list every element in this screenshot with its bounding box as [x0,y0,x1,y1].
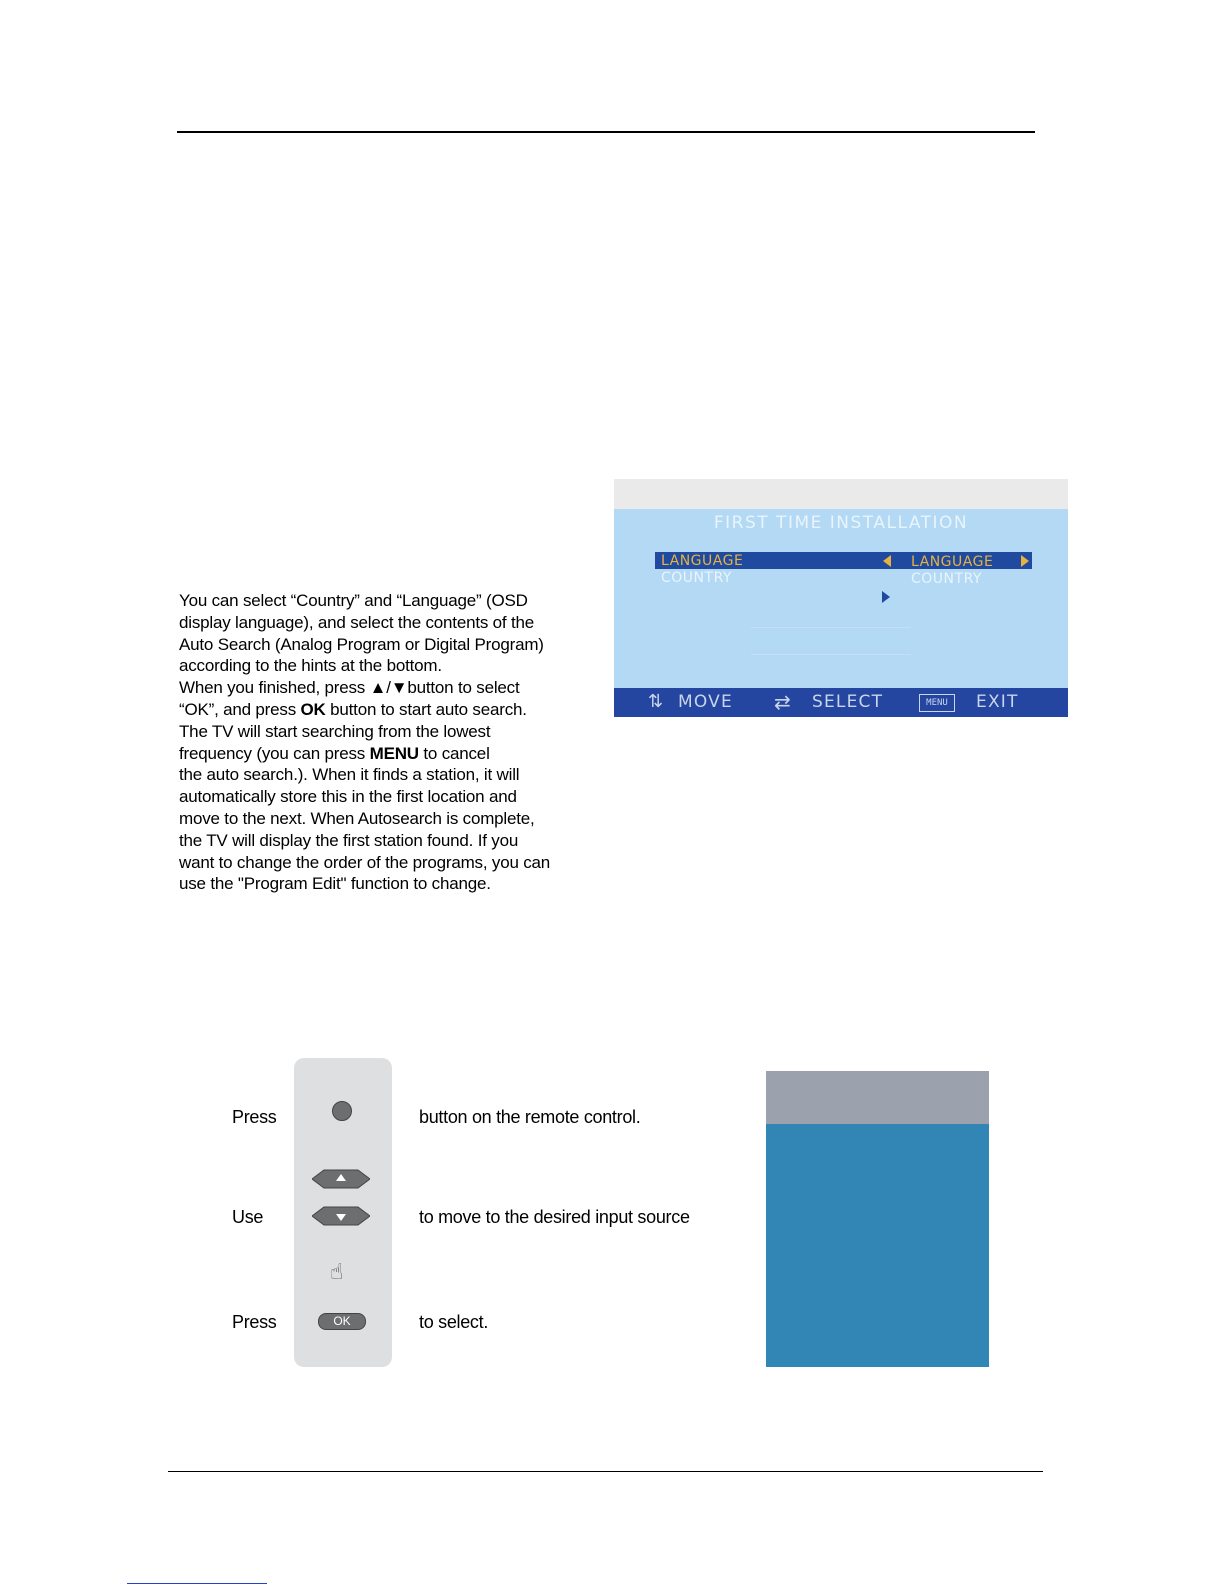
instr-line-6 [179,699,599,721]
hand-pointer-icon: ☝ [330,1260,344,1285]
ok-button[interactable]: OK [318,1313,366,1330]
instr-line-10: automatically store this in the first location and [179,787,517,807]
footer-link-underline[interactable] [127,1583,267,1584]
down-arrow-icon[interactable] [312,1206,370,1226]
instr-line-6b: button to start auto search. [325,699,527,719]
left-arrow-icon[interactable] [883,555,891,567]
country-value: COUNTRY [911,571,982,587]
osd-top-bar [614,479,1068,509]
language-value: LANGUAGE [911,554,994,570]
instr-line-11: move to the next. When Autosearch is complete, [179,808,535,828]
auto-search-placeholder [751,627,911,655]
ok-pointer-icon[interactable] [882,591,890,603]
move-arrows-icon: ⇅ [648,691,665,712]
header-rule [177,131,1035,133]
instr-menu-bold: MENU [369,743,419,763]
instr-line-2: display language), and select the contents of the [179,612,535,632]
exit-hint: EXIT [976,692,1019,712]
up-arrow-icon[interactable] [312,1169,370,1189]
instr-line-5: When you finished, press ▲/▼button to select [179,678,520,698]
instr-line-9: the auto search.). When it finds a station, it will [179,765,520,785]
instr-line-14: use the "Program Edit" function to change. [179,874,491,894]
step-3-description: to select. [419,1312,489,1332]
input-source-menu-header [766,1071,989,1124]
footer-rule [168,1471,1043,1472]
instr-line-8 [179,743,599,765]
first-time-installation-screen [614,479,1068,717]
step-2-description: to move to the desired input source [419,1207,690,1227]
input-source-menu-list[interactable] [766,1124,989,1367]
osd-title: FIRST TIME INSTALLATION [713,513,969,533]
move-hint: MOVE [678,692,733,712]
instr-line-12: the TV will display the first station found. If you [179,830,519,850]
instr-line-6a: “OK”, and press [179,699,301,719]
instructions-text [179,590,599,895]
source-button-icon[interactable] [332,1101,352,1121]
select-hint: SELECT [812,692,884,712]
step-3-verb: Press [232,1312,277,1332]
select-arrows-icon: ⇄ [774,690,792,714]
language-label: LANGUAGE [661,553,744,569]
step-1-description: button on the remote control. [419,1107,641,1127]
step-1-verb: Press [232,1107,277,1127]
step-2-verb: Use [232,1207,264,1227]
instr-line-7: The TV will start searching from the lowest [179,721,491,741]
menu-key-icon: MENU [919,694,955,712]
instr-line-1: You can select “Country” and “Language” (OSD [179,591,528,610]
instr-line-4: according to the hints at the bottom. [179,656,442,676]
instr-line-8a: frequency (you can press [179,743,370,763]
instr-line-13: want to change the order of the programs, you can [179,852,551,872]
instr-ok-bold: OK [300,699,326,719]
instr-line-8b: to cancel [418,743,490,763]
right-arrow-icon[interactable] [1021,555,1029,567]
country-label[interactable]: COUNTRY [661,570,732,586]
instr-line-3: Auto Search (Analog Program or Digital Program) [179,634,544,654]
